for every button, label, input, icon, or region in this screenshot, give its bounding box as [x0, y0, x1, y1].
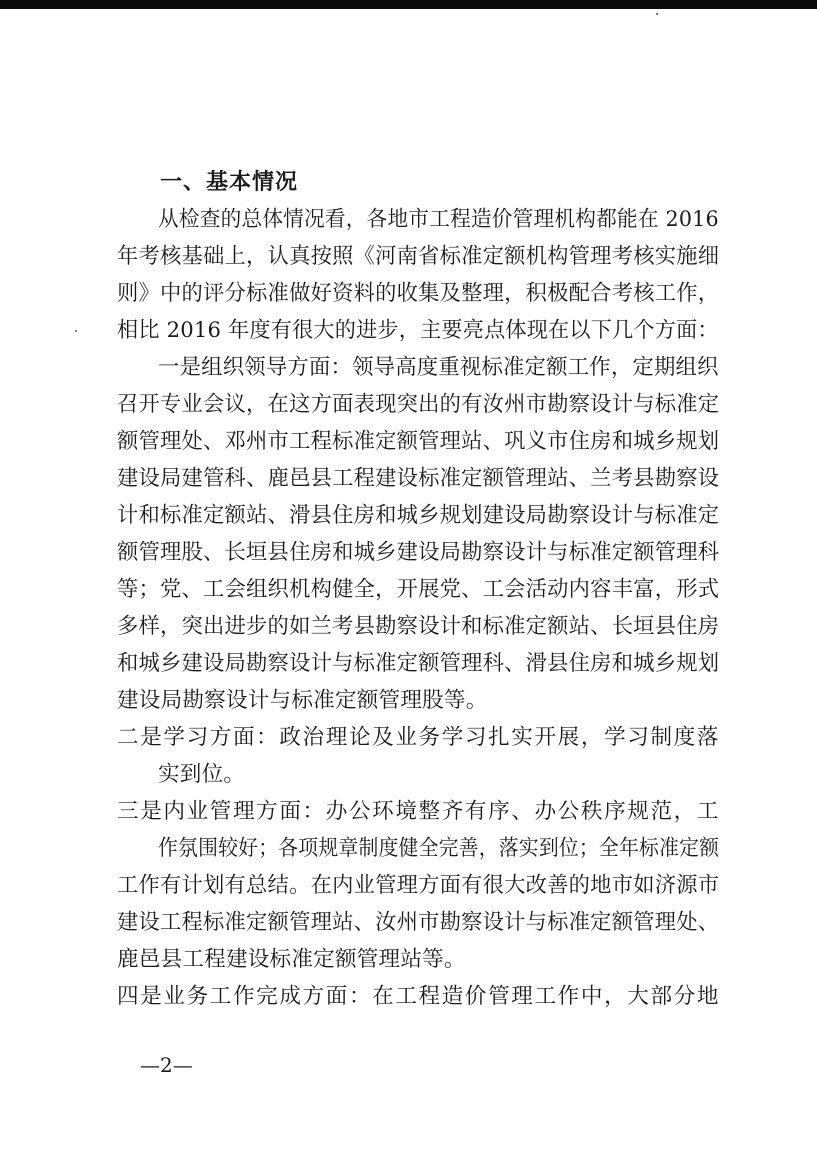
body-line: 计和标准定额站、滑县住房和城乡规划建设局勘察设计与标准定: [117, 503, 720, 528]
body-line: 一是组织领导方面：领导高度重视标准定额工作，定期组织: [158, 355, 719, 380]
section-heading: 一、基本情况: [160, 170, 299, 195]
body-line: 建设工程标准定额管理站、汝州市勘察设计与标准定额管理处、: [117, 910, 720, 935]
body-line: 鹿邑县工程建设标准定额管理站等。: [117, 947, 466, 972]
body-line: 从检查的总体情况看，各地市工程造价管理机构都能在 2016: [158, 207, 719, 232]
body-line: 年考核基础上，认真按照《河南省标准定额机构管理考核实施细: [117, 244, 720, 269]
page-number: —2—: [140, 1053, 193, 1077]
body-line: 额管理处、邓州市工程标准定额管理站、巩义市住房和城乡规划: [117, 429, 720, 454]
body-line: 多样，突出进步的如兰考县勘察设计和标准定额站、长垣县住房: [117, 614, 720, 639]
body-line: 作氛围较好；各项规章制度健全完善，落实到位；全年标准定额: [158, 836, 720, 861]
body-line: 相比 2016 年度有很大的进步，主要亮点体现在以下几个方面：: [117, 318, 719, 343]
body-line: 召开专业会议，在这方面表现突出的有汝州市勘察设计与标准定: [117, 392, 720, 417]
body-line: 和城乡建设局勘察设计与标准定额管理科、滑县住房和城乡规划: [117, 651, 720, 676]
scan-speck: [75, 330, 77, 332]
body-line: 四是业务工作完成方面：在工程造价管理工作中，大部分地: [117, 984, 721, 1009]
body-line: 三是内业管理方面：办公环境整齐有序、办公秩序规范，工: [117, 799, 721, 824]
body-line: 二是学习方面：政治理论及业务学习扎实开展，学习制度落: [117, 725, 721, 750]
body-line: 额管理股、长垣县住房和城乡建设局勘察设计与标准定额管理科: [117, 540, 720, 565]
body-line: 等；党、工会组织机构健全，开展党、工会活动内容丰富，形式: [117, 577, 720, 602]
body-line: 实到位。: [158, 762, 246, 787]
body-line: 工作有计划有总结。在内业管理方面有很大改善的地市如济源市: [117, 873, 720, 898]
body-line: 建设局勘察设计与标准定额管理股等。: [117, 688, 488, 713]
body-line: 建设局建管科、鹿邑县工程建设标准定额管理站、兰考县勘察设: [117, 466, 720, 491]
scan-speck: [656, 13, 658, 15]
body-line: 则》中的评分标准做好资料的收集及整理，积极配合考核工作，: [117, 281, 720, 306]
